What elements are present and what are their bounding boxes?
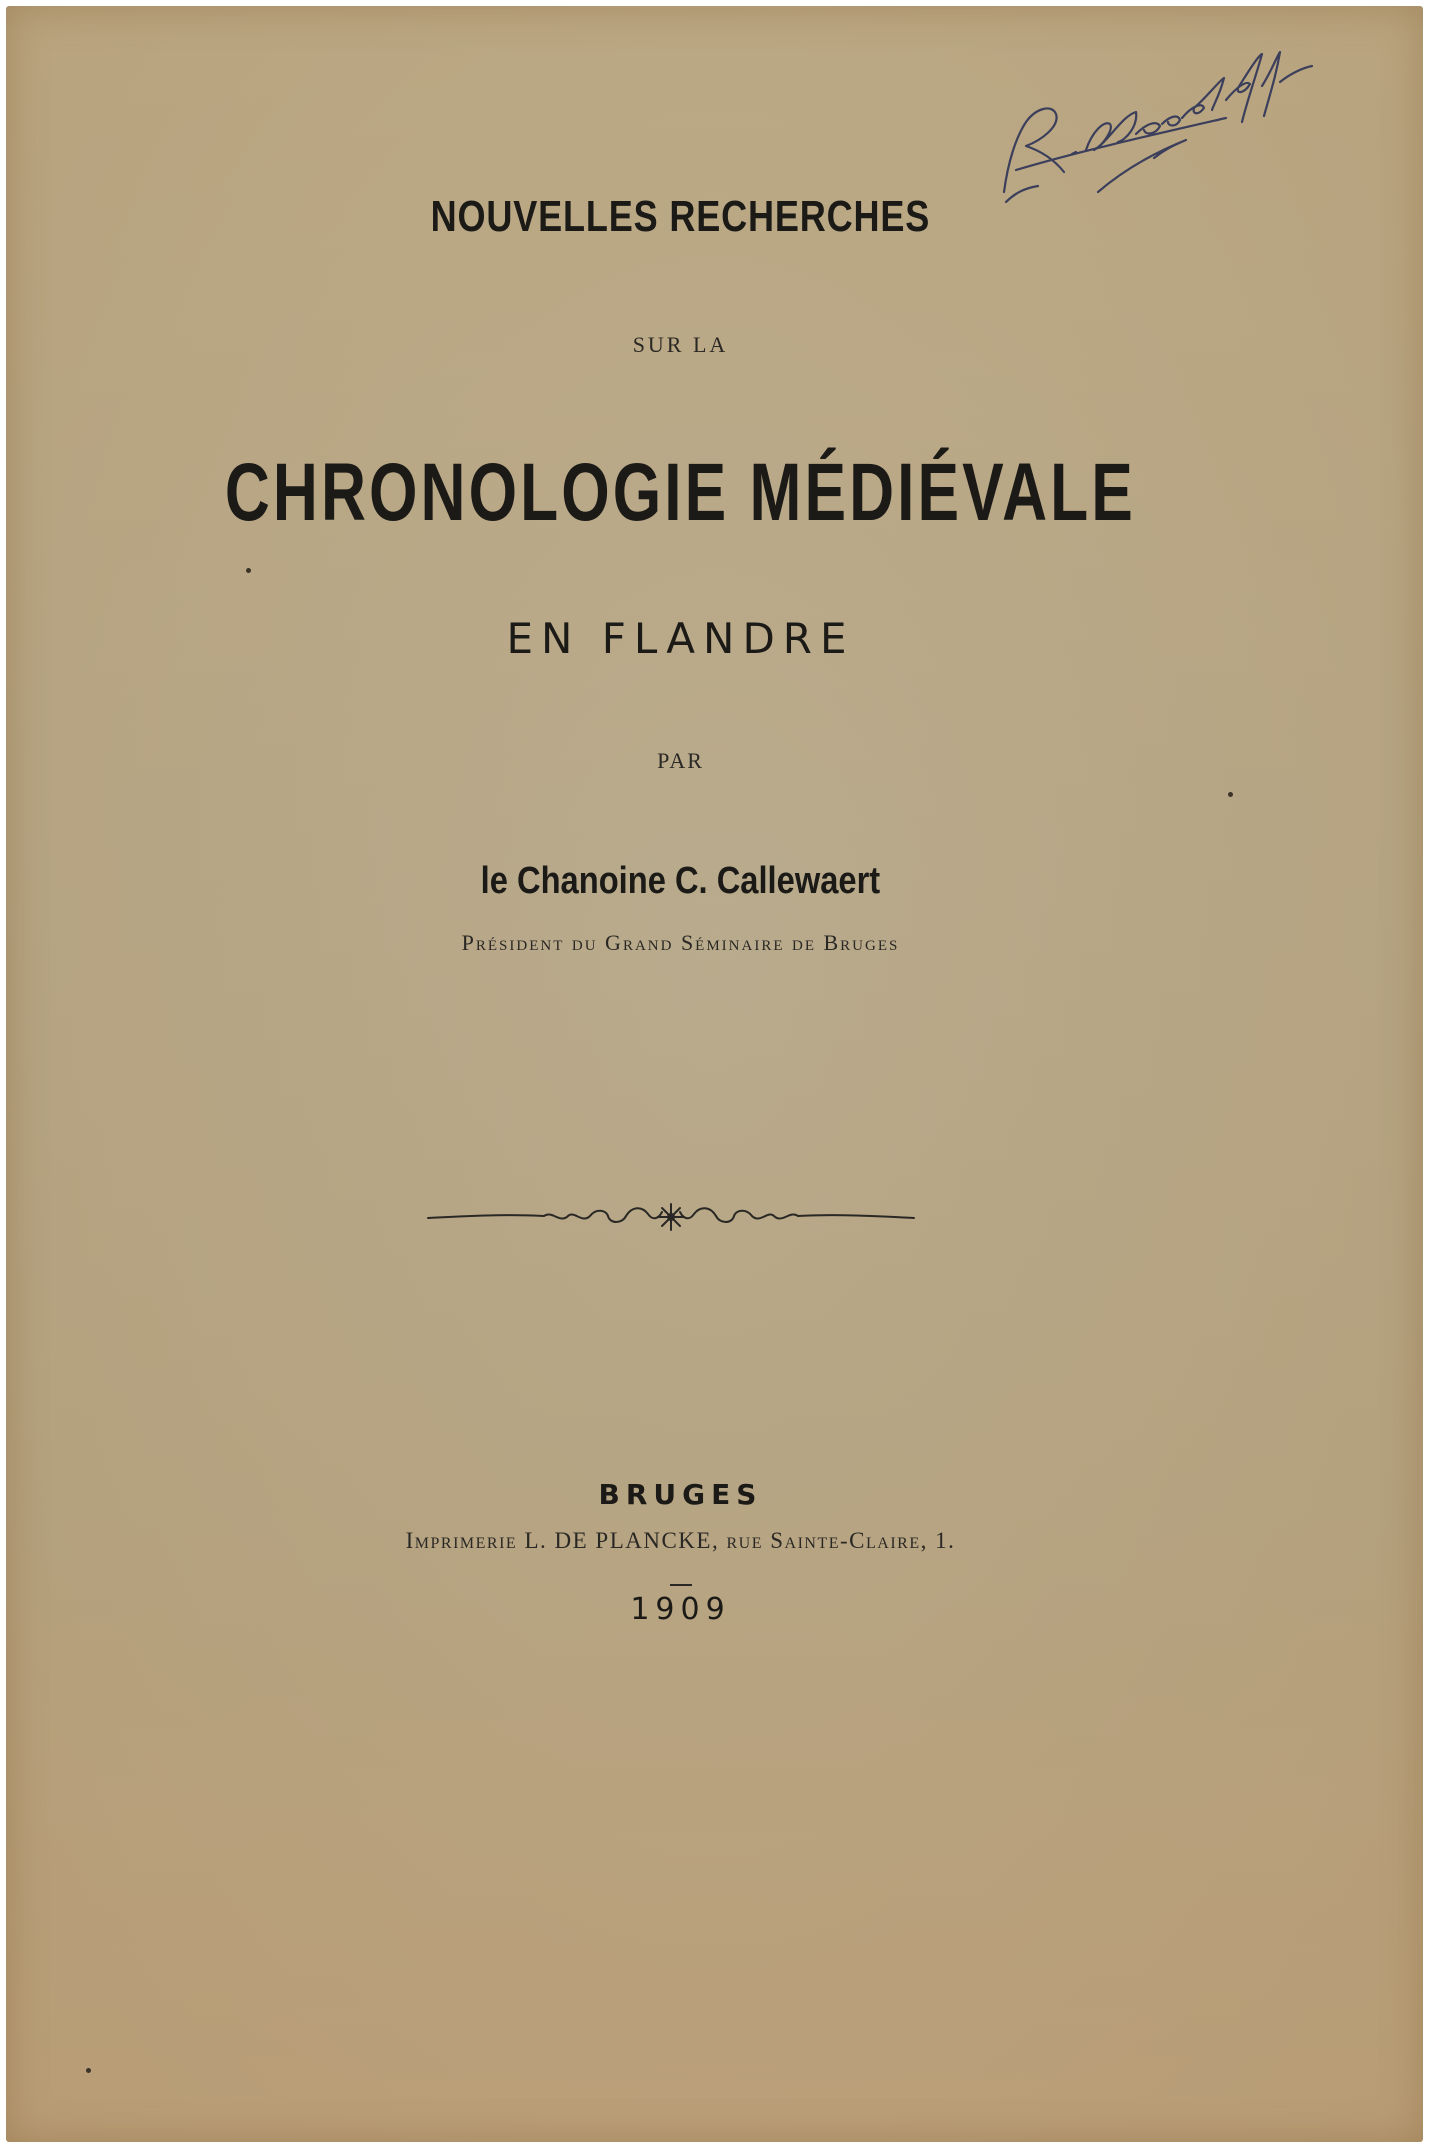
printer-imprint: Imprimerie L. DE PLANCKE, rue Sainte-Claire, 1. [405,1528,956,1553]
by-label: PAR [657,748,704,773]
publication-year: 1909 [630,1592,731,1627]
author-name: le Chanoine C. Callewaert [480,860,881,902]
paper-speck [1228,792,1233,797]
book-cover [6,6,1423,2142]
fleuron-divider-icon [426,1198,916,1238]
title-connector: SUR LA [632,332,729,357]
author-title: Président du Grand Séminaire de Bruges [461,930,900,955]
handwritten-signature-icon [986,42,1326,212]
imprint-divider [670,1584,692,1586]
paper-speck [86,2068,91,2073]
main-title: CHRONOLOGIE MÉDIÉVALE [224,447,1136,538]
title-line-3: EN FLANDRE [506,614,855,663]
publication-city: BRUGES [598,1478,763,1511]
paper-speck [246,568,251,573]
title-line-1: NOUVELLES RECHERCHES [430,192,931,241]
